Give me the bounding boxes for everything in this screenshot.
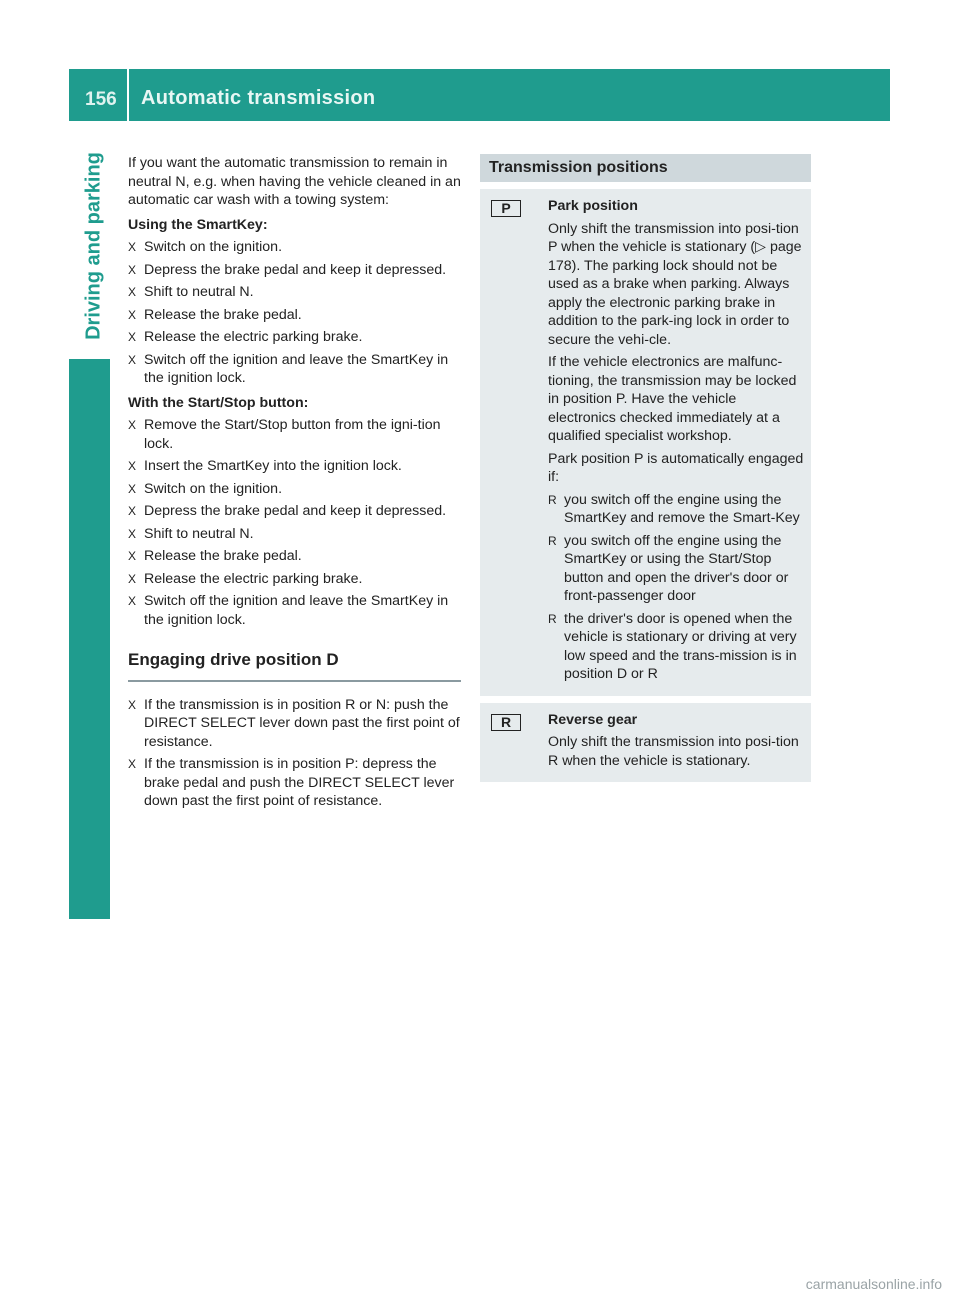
step-marker-icon: X <box>128 262 137 277</box>
step-marker-icon: X <box>128 459 137 473</box>
step-marker-icon: X <box>128 549 137 563</box>
park-text-2: If the vehicle electronics are malfunc-tioning, the transmission may be locked in position P. Have the vehicle electronics checked immediately at a qualified specialist workshop. <box>548 354 797 444</box>
list-item: X Release the electric parking brake. <box>128 570 363 587</box>
step-marker-icon: X <box>128 285 137 299</box>
smartkey-heading: Using the SmartKey: <box>128 216 268 233</box>
startstop-steps <box>128 416 461 629</box>
transmission-table <box>480 154 811 782</box>
list-item: X Release the brake pedal. <box>128 548 302 564</box>
list-item: X Release the brake pedal. <box>128 306 302 323</box>
step-marker-icon: X <box>128 757 137 771</box>
list-item: R the driver's door is opened when the vehicle is stationary or driving at very low speed and the trans-mission is in position D or R <box>548 610 797 682</box>
list-item: R you switch off the engine using the SmartKey or using the Start/Stop button and open the driver's door or front-passenger door <box>548 532 789 604</box>
section-heading: Engaging drive position D <box>128 651 461 682</box>
list-item: X Switch on the ignition. <box>128 480 283 497</box>
reverse-text: Only shift the transmission into posi-tion R when the vehicle is stationary. <box>548 734 799 769</box>
step-marker-icon: X <box>128 504 137 518</box>
step-marker-icon: X <box>128 307 137 322</box>
bullet-icon: R <box>548 611 557 626</box>
list-item: X Depress the brake pedal and keep it depressed. <box>128 261 447 278</box>
page-header <box>69 69 890 121</box>
park-text-3: Park position P is automatically engaged if: <box>548 450 804 485</box>
step-marker-icon: X <box>128 240 137 254</box>
step-marker-icon: X <box>128 571 137 586</box>
list-item: X Switch off the ignition and leave the SmartKey in the ignition lock. <box>128 351 449 386</box>
reverse-gear-icon: R <box>491 714 521 731</box>
park-title: Park position <box>548 198 638 214</box>
list-item: X If the transmission is in position P: depress the brake pedal and push the DIRECT SELECT lever down past the first point of resistance. <box>128 756 455 809</box>
intro-paragraph: If you want the automatic transmission to remain in neutral N, e.g. when having the vehicle cleaned in an automatic car wash with a towing system: <box>128 155 461 208</box>
table-row <box>480 703 811 783</box>
list-item: X Shift to neutral N. <box>128 525 254 542</box>
list-item: X Shift to neutral N. <box>128 284 254 300</box>
list-item: X If the transmission is in position R or N: push the DIRECT SELECT lever down past the first point of resistance. <box>128 696 460 750</box>
list-item: X Release the electric parking brake. <box>128 329 363 345</box>
watermark: carmanualsonline.info <box>805 1276 942 1292</box>
list-item: R you switch off the engine using the SmartKey and remove the Smart-Key <box>548 491 800 526</box>
smartkey-steps <box>128 238 461 388</box>
step-marker-icon: X <box>128 481 137 496</box>
left-column <box>128 154 461 815</box>
step-marker-icon: X <box>128 330 137 344</box>
step-marker-icon: X <box>128 697 137 712</box>
table-row <box>480 189 811 696</box>
table-heading: Transmission positions <box>480 154 811 182</box>
startstop-heading: With the Start/Stop button: <box>128 394 309 411</box>
step-marker-icon: X <box>128 352 137 367</box>
park-position-icon: P <box>491 200 521 217</box>
page-number: 156 <box>85 89 117 110</box>
side-color-block <box>69 359 110 919</box>
list-item: X Switch on the ignition. <box>128 239 283 255</box>
park-text-1: Only shift the transmission into posi-tion P when the vehicle is stationary (▷ page 178). The parking lock should not be used as a brake when parking. Always apply the electronic parking brake in addition to the park-ing lock in order to secure the vehi-cle. <box>548 220 802 348</box>
header-divider <box>127 69 129 121</box>
step-marker-icon: X <box>128 594 137 608</box>
list-item: X Remove the Start/Stop button from the igni-tion lock. <box>128 417 441 452</box>
list-item: X Switch off the ignition and leave the SmartKey in the ignition lock. <box>128 593 449 628</box>
list-item: X Depress the brake pedal and keep it depressed. <box>128 503 447 519</box>
drive-steps <box>128 696 461 811</box>
step-marker-icon: X <box>128 418 137 432</box>
step-marker-icon: X <box>128 526 137 541</box>
reverse-title: Reverse gear <box>548 711 638 728</box>
page-title: Automatic transmission <box>141 87 376 109</box>
bullet-icon: R <box>548 533 557 548</box>
list-item: X Insert the SmartKey into the ignition lock. <box>128 458 402 474</box>
bullet-icon: R <box>548 492 557 507</box>
section-side-label: Driving and parking <box>82 152 105 340</box>
